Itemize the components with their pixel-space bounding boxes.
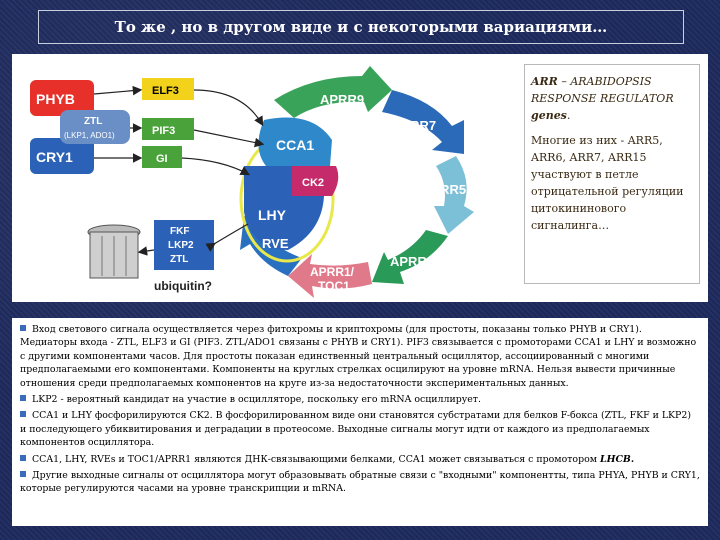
bullet-1 bbox=[20, 323, 700, 390]
ck2-label: CK2 bbox=[302, 177, 325, 189]
bullet-square-icon bbox=[20, 411, 26, 417]
lhy-label: LHY bbox=[258, 207, 286, 223]
rve-label: RVE bbox=[262, 236, 289, 251]
bullet-4 bbox=[20, 453, 700, 466]
ztl-sub-label: (LKP1, ADO1) bbox=[64, 131, 115, 140]
circadian-diagram bbox=[12, 54, 522, 302]
toc1-label: TOC1 bbox=[318, 279, 350, 293]
bullet-3 bbox=[20, 409, 700, 449]
slide-title: То же , но в другом виде и с некоторыми вариациями… bbox=[38, 10, 684, 44]
bullet-text: CCA1, LHY, RVEs и TOC1/APRR1 являются ДНК-связывающими белками, CCA1 может связываться с промотором bbox=[32, 453, 600, 465]
side-note bbox=[524, 64, 700, 284]
aprr9-label: APRR9 bbox=[320, 92, 365, 107]
ubiquitin-label: ubiquitin? bbox=[154, 279, 212, 293]
bullet-5 bbox=[20, 469, 700, 496]
cry1-label: CRY1 bbox=[36, 149, 73, 165]
ztl-label: ZTL bbox=[84, 116, 103, 127]
arr-expansion: – ARABIDOPSIS RESPONSE REGULATOR bbox=[531, 75, 674, 105]
arr-description: Многие из них - ARR5, ARR6, ARR7, ARR15 участвуют в петле отрицательной регуляции цитокининового сигналинга… bbox=[531, 134, 684, 232]
arr-definition: ARR – ARABIDOPSIS RESPONSE REGULATOR genes. bbox=[531, 75, 674, 122]
bullet-square-icon bbox=[20, 455, 26, 461]
bullet-text: Другие выходные сигналы от осциллятора могут образовывать обратные связи с "входными" компонентты, типа PHYA, PHYB и CRY1, которые регулируются часами на уровне транскрипции и mRNA. bbox=[20, 470, 700, 495]
gi-label: GI bbox=[156, 153, 168, 165]
trash-icon bbox=[88, 225, 140, 278]
aprr1-label: APRR1/ bbox=[310, 265, 355, 279]
bullet-text: LKP2 - вероятный кандидат на участие в осцилляторе, поскольку его mRNA осциллирует. bbox=[32, 394, 481, 406]
cca1-label: CCA1 bbox=[276, 137, 315, 153]
bullet-square-icon bbox=[20, 395, 26, 401]
lkp2-label: LKP2 bbox=[168, 240, 194, 251]
aprr5-label: APRR5 bbox=[422, 182, 467, 197]
diagram-panel bbox=[12, 54, 708, 302]
phyb-label: PHYB bbox=[36, 91, 75, 107]
pif3-label: PIF3 bbox=[152, 125, 176, 137]
fkf-label: FKF bbox=[170, 226, 190, 237]
bullet-square-icon bbox=[20, 471, 26, 477]
aprr3-label: APRR3 bbox=[390, 254, 435, 269]
bullet-square-icon bbox=[20, 325, 26, 331]
genes-word: genes bbox=[531, 109, 567, 122]
ztl2-label: ZTL bbox=[170, 254, 189, 265]
bullet-2 bbox=[20, 393, 700, 406]
bullet-text: CCA1 и LHY фосфорилируются CK2. В фосфорилированном виде они становятся субстратами для белков F-бокса (ZTL, FKF и LKP2) и последующего убиквитирования и деградации в протеосоме. Выходные сигналы могут идти от каждого из предполагаемых компонентов осциллятора. bbox=[20, 410, 691, 449]
lhcb-term: LHCB. bbox=[600, 453, 635, 465]
elf3-label: ELF3 bbox=[152, 85, 179, 97]
aprr7-label: APRR7 bbox=[392, 118, 437, 133]
arr-term: ARR bbox=[531, 75, 558, 88]
bullet-text: Вход светового сигнала осуществляется через фитохромы и криптохромы (для простоты, показаны только PHYB и CRY1). Медиаторы входа - ZTL, ELF3 и GI (PIF3. ZTL/ADO1 связаны с PHYB и CRY1). PIF3 связывается с промоторами CCA1 и LHY и возможно с другими компонентами часов. Для простоты показан единственный центральный осциллятор, ассоциированный с многими предполагаемыми его компонентами. Компоненты на круглых стрелках осцилируют на уровне mRNA. Нельзя вывести причинные отношения среди предполагаемых компонентов на круге из-за недостаточности экспериментальных данных. bbox=[20, 324, 697, 389]
text-panel bbox=[12, 318, 708, 526]
